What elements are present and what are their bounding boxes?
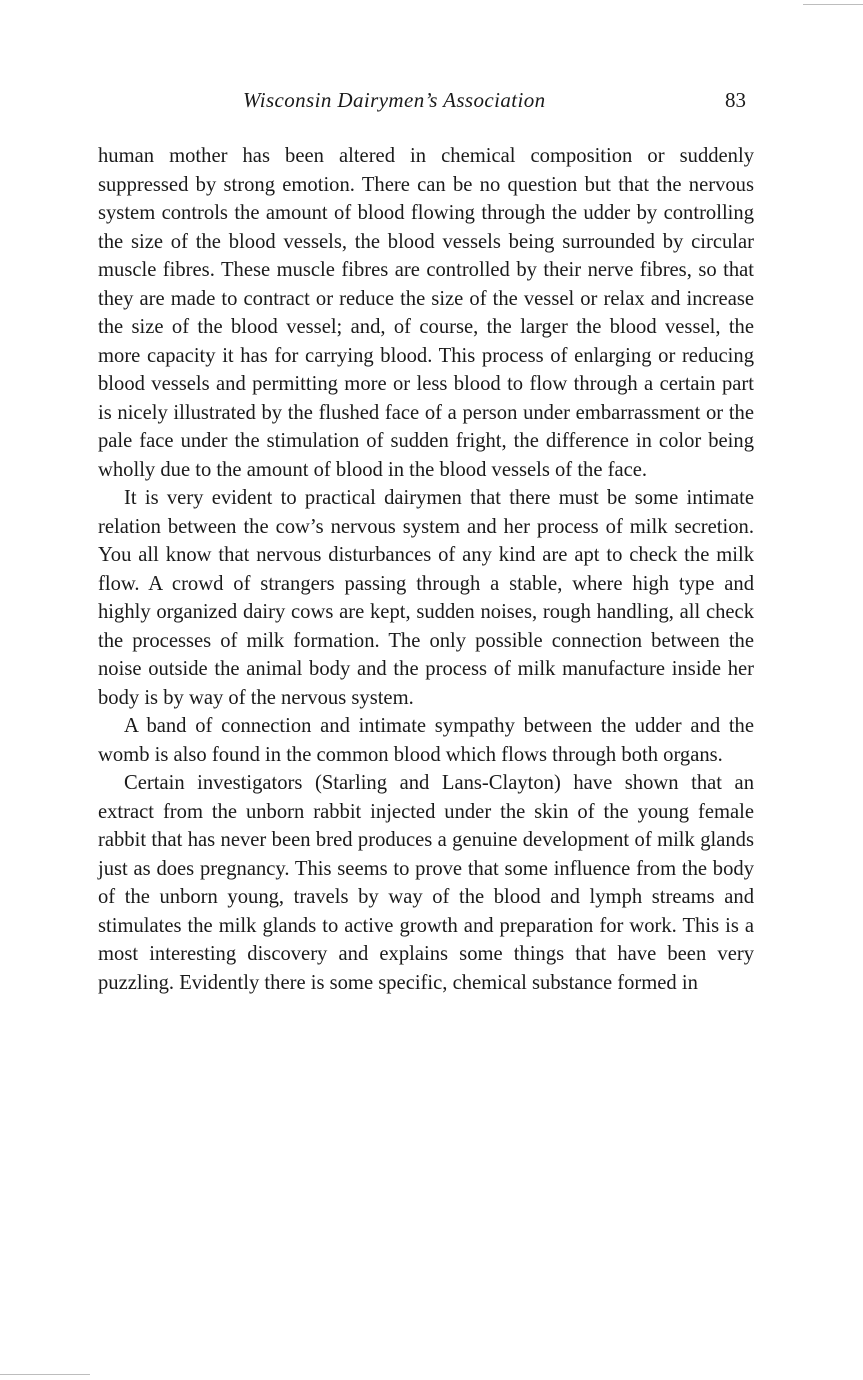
scan-edge-mark [803,0,863,5]
page-number: 83 [725,88,746,112]
body-text [98,142,754,997]
paragraph-udder-womb: A band of connection and intimate sympathy between the udder and the womb is also found in the common blood which flows through both organs. [98,715,754,766]
running-title: Wisconsin Dairymen’s Association [243,88,546,112]
paragraph-continued: human mother has been altered in chemical composition or suddenly suppressed by strong emotion. There can be no question but that the nervous system controls the amount of blood flowing through the udder by controlling the size of the blood vessels, the blood vessels being surrounded by circular muscle fibres. These muscle fibres are controlled by their nerve fibres, so that they are made to contract or reduce the size of the vessel or relax and increase the size of the blood vessel; and, of course, the larger the blood vessel, the more capacity it has for carrying blood. This process of enlarging or reducing blood vessels and permitting more or less blood to flow through a certain part is nicely illustrated by the flushed face of a person under embarrassment or the pale face under the stimulation of sudden fright, the difference in color being wholly due to the amount of blood in the blood vessels of the face. [98,145,754,481]
paragraph-nervous-system: It is very evident to practical dairymen that there must be some intimate relation between the cow’s nervous system and her process of milk secretion. You all know that nervous disturbances of any kind are apt to check the milk flow. A crowd of strangers passing through a stable, where high type and highly organized dairy cows are kept, sudden noises, rough handling, all check the processes of milk formation. The only possible connection between the noise outside the animal body and the process of milk manufacture inside her body is by way of the nervous system. [98,487,754,709]
paragraph-investigators: Certain investigators (Starling and Lans-Clayton) have shown that an extract from the unborn rabbit injected under the skin of the young female rabbit that has never been bred produces a genuine development of milk glands just as does pregnancy. This seems to prove that some influence from the body of the unborn young, travels by way of the blood and lymph streams and stimulates the milk glands to active growth and preparation for work. This is a most interesting discovery and explains some things that have been very puzzling. Evidently there is some specific, chemical substance formed in [98,772,754,994]
page-header [98,88,746,122]
scan-edge-mark [0,1374,90,1380]
